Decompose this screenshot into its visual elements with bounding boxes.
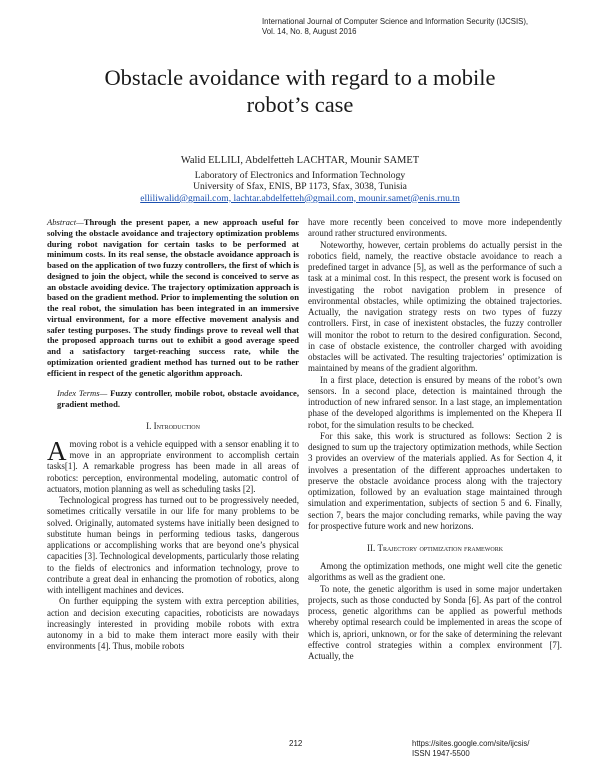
- affiliation: [100, 170, 500, 204]
- intro-paragraph-3: On further equipping the system with extra perception abilities, action and decision executing capacities, roboticists are nowadays increasingly interested in providing mobile robots with extra autonomy in a bid to make them interact more easily with their environments [4]. Thus, mobile robots: [47, 596, 299, 652]
- abstract-lead: Abstract—: [47, 217, 84, 227]
- intro-paragraph-1: [47, 435, 299, 495]
- section-2-number: II.: [366, 543, 376, 553]
- index-terms-text: Fuzzy controller, mobile robot, obstacle avoidance, gradient method.: [57, 388, 299, 409]
- title-line-1: Obstacle avoidance with regard to a mobile: [104, 65, 496, 90]
- section-1-title: Introduction: [153, 420, 200, 431]
- footer-issn: ISSN 1947-5500: [412, 749, 470, 758]
- journal-header: [262, 17, 582, 37]
- affiliation-lab: Laboratory of Electronics and Information Technology: [194, 170, 406, 181]
- section-1-heading: [47, 421, 299, 432]
- journal-volume: Vol. 14, No. 8, August 2016: [262, 27, 357, 36]
- footer-url[interactable]: https://sites.google.com/site/ijcsis/: [412, 739, 530, 748]
- intro-paragraph-1-text: moving robot is a vehicle equipped with a sensor enabling it to move in an appropriate environment to accomplish certain tasks[1]. A remarkable progress has been made in all areas of robotics: perception, environmental modeling, automatic control of actuators, motion planning as well as scheduling tasks [2].: [47, 438, 299, 494]
- section-2-title: Trajectory optimization framework: [377, 543, 504, 553]
- abstract-text: Through the present paper, a new approach useful for solving the obstacle avoidance and trajectory optimization problems during robot navigation for certain tasks to be performed at minimum costs. In its real sense, the obstacle avoidance approach is based on the application of two fuzzy controllers, the first of which is designed to join the object, while the second is conceived to serve as an obstacle avoiding device. The trajectory optimization approach is based on the gradient method. Prior to implementing the solution on the real robot, the simulation has been integrated in an immersive virtual environment, for a more effective movement analysis and safer testing purposes. The study findings prove to reveal well that the proposed approach turns out to exhibit a good average speed and a satisfactory target-reaching success rate, while the optimization oriented gradient method has turned out to be rather efficient in respect of the genetic algorithm approach.: [47, 217, 299, 378]
- footer-info: [412, 739, 582, 759]
- section-2-paragraph-2: To note, the genetic algorithm is used in some major undertaken projects, such as those conducted by Sonda [6]. As part of the control process, genetic algorithms can be applied as powerful methods whereby optimal research could be implemented in areas the scope of which is, apriori, unknown, or for the sake of determining the relevant effective control strategies within a complex environment [7]. Actually, the: [308, 583, 562, 661]
- title-line-2: robot’s case: [246, 92, 354, 117]
- journal-name: International Journal of Computer Science and Information Security (IJCSIS),: [262, 17, 529, 26]
- drop-cap: A: [47, 435, 67, 466]
- intro-paragraph-5: In a first place, detection is ensured by means of the robot’s own sensors. In a second place, detection is maintained through the introduction of new infrared sensor. In a last stage, an implementation phase of the developed algorithms is implemented on the Khepera II robot, for the simulation results to be checked.: [308, 374, 562, 430]
- intro-paragraph-4: Noteworthy, however, certain problems do actually persist in the robotics field, namely, the reactive obstacle avoidance to reach a predefined target in advance [5], as well as the performance of such a task at a minimal cost. In this respect, the present work is focused on investigating the robot navigation problem in presence of environmental obstacles, while optimizing the obtained trajectories. Actually, the navigation strategy rests on two types of fuzzy controllers. First, in case of inexistent obstacles, the fuzzy controller will monitor the robot to return to the desired configuration. Second, in case of obstacle existence, the controller charged with avoiding obstacles will be activated. The resulting trajectories’ optimization is maintained by means of the gradient algorithm.: [308, 239, 562, 374]
- index-terms-lead: Index Terms—: [57, 388, 108, 399]
- affiliation-university: University of Sfax, ENIS, BP 1173, Sfax, 3038, Tunisia: [193, 181, 407, 193]
- paper-title: [60, 64, 540, 118]
- author-emails[interactable]: elliliwalid@gmail.com, lachtar.abdelfetteh@gmail.com, mounir.samet@enis.rnu.tn: [140, 192, 460, 204]
- section-2-paragraph-1: Among the optimization methods, one might well cite the genetic algorithms as well as the gradient one.: [308, 561, 562, 583]
- section-2-heading: [308, 543, 562, 554]
- intro-paragraph-6: For this sake, this work is structured as follows: Section 2 is designed to sum up the trajectory optimization methods, while Section 3 provides an overview of the materials applied. As for Section 4, it involves a presentation of the different approaches undertaken to preserve the obstacle avoidance process along with the trajectory optimization, followed by an evaluation stage maintained through simulation and experimentation, subjects of section 5 and 6. Finally, section 7, bears the major concluding remarks, while paving the way for prospective future work and new horizons.: [308, 430, 562, 531]
- author-list: Walid ELLILI, Abdelfetteh LACHTAR, Mounir SAMET: [180, 155, 420, 166]
- intro-paragraph-2: Technological progress has turned out to be progressively needed, sometimes critically versatile in our life for many problems to be solved. Originally, automated systems have initially been designed to substitute human beings in performing tedious tasks, dangerous applications or accomplishing works that are beyond one’s physical capacities [3]. Technological developments, particularly those relating to the fields of electronics and information technology, prove to contribute a great deal in enhancing the promotion of robotics, along with intelligent machines and devices.: [47, 495, 299, 595]
- index-terms: [47, 388, 299, 410]
- right-column: [308, 217, 562, 662]
- abstract: [47, 217, 299, 378]
- page-number: 212: [289, 739, 303, 748]
- left-column: [47, 217, 299, 653]
- intro-paragraph-3-continued: have more recently been conceived to move more independently around rather structured environments.: [308, 217, 562, 239]
- section-1-number: I.: [146, 420, 152, 431]
